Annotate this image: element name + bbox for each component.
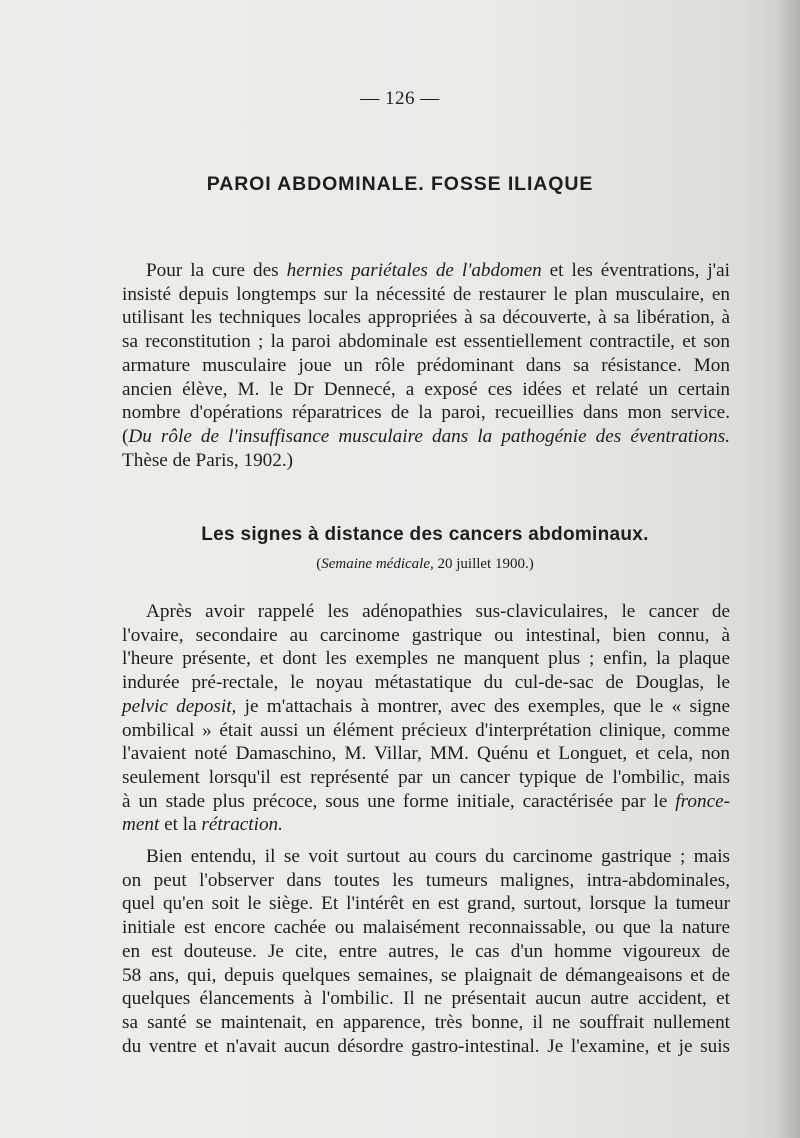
text-line: quelques élancements à l'ombilic. Il ne présentait aucun autre accident, et (122, 988, 730, 1010)
section2-title: Les signes à distance des cancers abdominaux. (201, 524, 649, 545)
section1-paragraph (122, 259, 730, 472)
text-line: l'ovaire, secondaire au carcinome gastrique ou intestinal, bien connu, à (122, 624, 730, 646)
text-line: insisté depuis longtemps sur la nécessité de restaurer le plan musculaire, en (122, 283, 730, 305)
page-number: — 126 — (360, 88, 440, 109)
text-line: Thèse de Paris, 1902.) (122, 449, 294, 471)
text-line: utilisant les techniques locales appropriées à sa découverte, à sa libération, à (122, 307, 730, 329)
text-line: ombilical » était aussi un élément précieux d'interprétation clinique, comme (122, 719, 730, 741)
text-line: Pour la cure des hernies pariétales de l'abdomen et les éventrations, j'ai (146, 260, 730, 281)
section2-paragraph-2 (122, 845, 730, 1058)
text-line: à un stade plus précoce, sous une forme initiale, caractérisée par le fronce- (122, 790, 730, 812)
text-line: Bien entendu, il se voit surtout au cours du carcinome gastrique ; mais (146, 846, 730, 867)
text-line: 58 ans, qui, depuis quelques semaines, se plaignait de démangeaisons et de (122, 964, 730, 986)
text-line: en est douteuse. Je cite, entre autres, le cas d'un homme vigoureux de (122, 940, 730, 962)
text-line: sa reconstitution ; la paroi abdominale est essentiellement contractile, et son (122, 331, 730, 353)
text-line: quel qu'en soit le siège. Et l'intérêt en est grand, surtout, lorsque la tumeur (122, 893, 730, 915)
text-line: (Du rôle de l'insuffisance musculaire dans la pathogénie des éventrations. (122, 425, 730, 447)
text-line: seulement lorsqu'il est représenté par un cancer typique de l'ombilic, mais (122, 766, 730, 788)
text-line: indurée pré-rectale, le noyau métastatique du cul-de-sac de Douglas, le (122, 672, 730, 694)
text-line: du ventre et n'avait aucun désordre gastro-intestinal. Je l'examine, et je suis (122, 1035, 730, 1057)
text-line: l'avaient noté Damaschino, M. Villar, MM. Quénu et Longuet, et cela, non (122, 743, 730, 765)
text-line: on peut l'observer dans toutes les tumeurs malignes, intra-abdominales, (122, 869, 730, 891)
section2-source: (Semaine médicale, 20 juillet 1900.) (316, 556, 534, 572)
text-line: l'heure présente, et dont les exemples ne manquent plus ; enfin, la plaque (122, 648, 730, 670)
text-line: initiale est encore cachée ou malaisément reconnaissable, ou que la nature (122, 917, 730, 939)
chapter-title: PAROI ABDOMINALE. FOSSE ILIAQUE (206, 173, 594, 195)
section2-paragraph-1 (122, 600, 730, 837)
text-line: armature musculaire joue un rôle prédominant dans sa résistance. Mon (122, 354, 730, 376)
text-line: ancien élève, M. le Dr Dennecé, a exposé ces idées et relaté un certain (122, 378, 730, 400)
text-line: pelvic deposit, je m'attachais à montrer, avec des exemples, que le « signe (122, 695, 730, 717)
text-line: nombre d'opérations réparatrices de la paroi, recueillies dans mon service. (122, 402, 730, 424)
text-line: sa santé se maintenait, en apparence, très bonne, il ne souffrait nullement (122, 1011, 730, 1033)
text-line: ment et la rétraction. (122, 814, 283, 836)
text-line: Après avoir rappelé les adénopathies sus-claviculaires, le cancer de (146, 601, 730, 622)
